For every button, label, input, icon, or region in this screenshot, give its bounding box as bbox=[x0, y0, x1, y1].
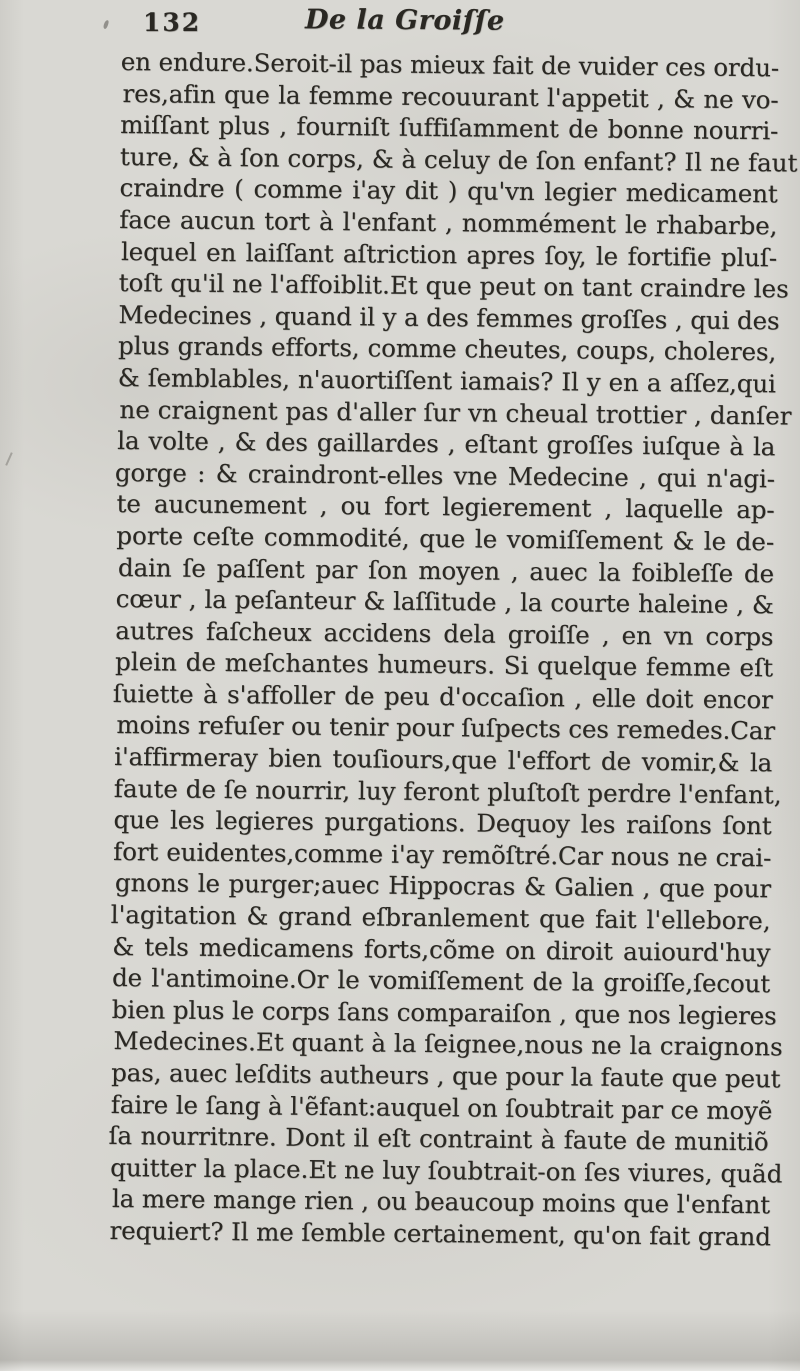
text-line: gorge : & craindront-elles vne Medecine , qui n'agi- bbox=[114, 457, 776, 494]
running-head bbox=[0, 0, 800, 46]
text-line: autres faſcheux accidens dela groiſſe , en vn corps bbox=[115, 615, 774, 651]
text-line: ſuiette à s'affoller de peu d'occaſion , elle doit encor bbox=[112, 678, 773, 715]
text-line: bien plus le corps ſans comparaiſon , que nos legieres bbox=[111, 994, 777, 1031]
text-line: dain ſe paſſent par ſon moyen , auec la foibleſſe de bbox=[117, 552, 775, 588]
text-line: faire le ſang à l'ẽfant:auquel on ſoubtrait par ce moyẽ bbox=[110, 1089, 773, 1125]
text-line: l'agitation & grand eſbranlement que fait l'ellebore, bbox=[110, 899, 771, 936]
text-line: en endure.Seroit-il pas mieux fait de vuider ces ordu- bbox=[120, 46, 780, 83]
text-line: gnons le purger;auec Hippocras & Galien , que pour bbox=[114, 868, 772, 904]
text-line: porte ceſte commodité, que le vomiſſement & le de- bbox=[116, 520, 775, 557]
text-line: toſt qu'il ne l'affoiblit.Et que peut on tant craindre les bbox=[118, 268, 789, 304]
text-line: que les legieres purgations. Dequoy les raiſons ſont bbox=[113, 805, 772, 841]
text-line: pas, auec leſdits autheurs , que pour la faute que peut bbox=[111, 1057, 781, 1094]
text-line: cœur , la peſanteur & laſſitude , la courte haleine , & bbox=[115, 584, 774, 620]
text-line: miſſant plus , fourniſt ſuffiſamment de bonne nourri- bbox=[120, 110, 779, 146]
text-line: & ſemblables, n'auortiſſent iamais? Il y en a aſſez,qui bbox=[117, 362, 776, 399]
text-line: faute de ſe nourrir, luy feront pluſtoſt perdre l'enfant, bbox=[113, 773, 782, 810]
running-title: De la Groiſſe bbox=[304, 4, 505, 37]
text-line: fort euidentes,comme i'ay remõſtré.Car nous ne crai- bbox=[113, 836, 772, 873]
text-line: Medecines , quand il y a des femmes groſſes , qui des bbox=[118, 299, 780, 336]
text-line: craindre ( comme i'ay dit ) qu'vn legier medicament bbox=[119, 173, 778, 209]
text-line: moins refuſer ou tenir pour ſuſpects ces remedes.Car bbox=[116, 710, 776, 746]
body-text bbox=[108, 46, 798, 1253]
text-line: te aucunement , ou fort legierement , laquelle ap- bbox=[116, 489, 775, 525]
text-line: Medecines.Et quant à la ſeignee,nous ne la craignons bbox=[113, 1026, 783, 1062]
page-number: 132 bbox=[143, 8, 202, 37]
text-line: quitter la place.Et ne luy ſoubtrait-on ſes viures, quãd bbox=[110, 1152, 783, 1189]
text-line: i'affirmeray bien touſiours,que l'effort de vomir,& la bbox=[114, 742, 773, 778]
text-line: ne craignent pas d'aller ſur vn cheual trottier , danſer bbox=[119, 394, 792, 430]
text-line: res,afin que la femme recouurant l'appetit , & ne vo- bbox=[122, 78, 779, 114]
text-line: ſa nourritnre. Dont il eſt contraint à faute de munitiõ bbox=[108, 1121, 769, 1157]
text-line: la volte , & des gaillardes , eſtant groſſes iuſque à la bbox=[117, 426, 776, 462]
text-line: requiert? Il me ſemble certainement, qu'on fait grand bbox=[109, 1215, 771, 1252]
text-line: ture, & à ſon corps, & à celuy de ſon enfant? Il ne faut bbox=[119, 141, 798, 178]
text-line: & tels medicamens forts,cõme on diroit auiourd'huy bbox=[112, 931, 771, 967]
text-line: la mere mange rien , ou beaucoup moins que l'enfant bbox=[111, 1184, 771, 1220]
text-line: plus grands efforts, comme cheutes, coups, choleres, bbox=[117, 331, 777, 367]
text-line: de l'antimoine.Or le vomiſſement de la groiſſe,ſecout bbox=[111, 963, 771, 999]
text-line: lequel en laiſſant aſtriction apres ſoy, le fortifie pluſ- bbox=[120, 236, 778, 272]
text-line: plein de meſchantes humeurs. Si quelque femme eſt bbox=[114, 647, 774, 683]
text-line: face aucun tort à l'enfant , nommément le rhabarbe, bbox=[119, 204, 778, 241]
